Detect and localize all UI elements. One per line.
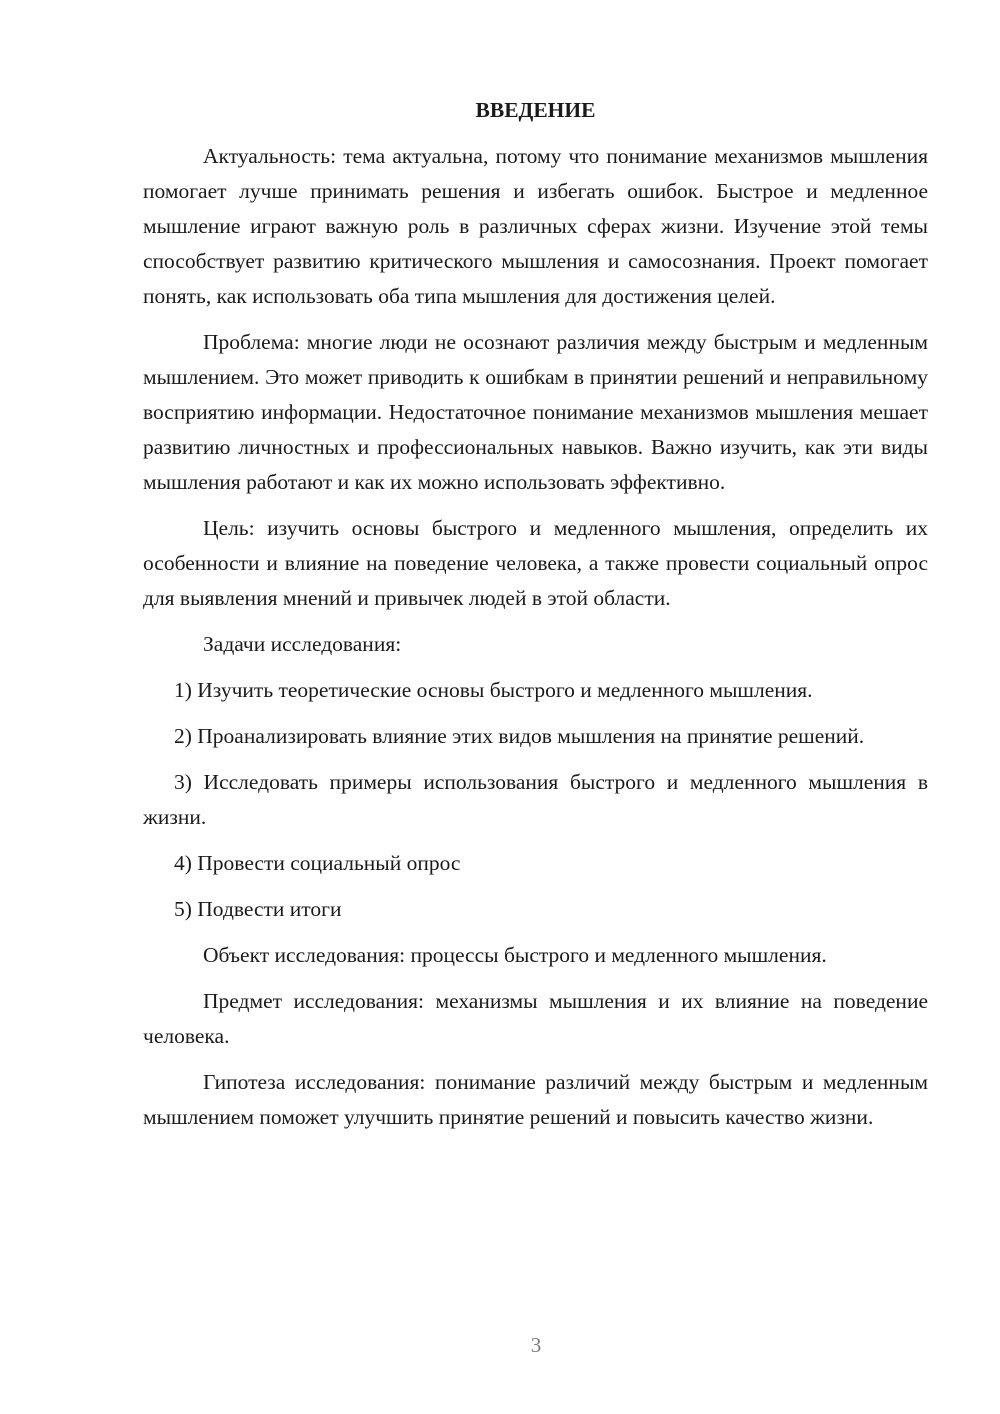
subject-paragraph: Предмет исследования: механизмы мышления и их влияние на поведение человека.	[143, 989, 928, 1048]
page-content	[143, 93, 928, 1146]
section-heading: ВВЕДЕНИЕ	[475, 98, 596, 122]
task-item-1: 1) Изучить теоретические основы быстрого и медленного мышления.	[174, 678, 813, 702]
task-item-5: 5) Подвести итоги	[174, 897, 342, 921]
relevance-paragraph: Актуальность: тема актуальна, потому что понимание механизмов мышления помогает лучше принимать решения и избегать ошибок. Быстрое и медленное мышление играют важную роль в различных сферах жизни. Изучение этой темы способствует развитию критического мышления и самосознания. Проект помогает понять, как использовать оба типа мышления для достижения целей.	[143, 144, 928, 308]
problem-paragraph: Проблема: многие люди не осознают различия между быстрым и медленным мышлением. Это может приводить к ошибкам в принятии решений и неправильному восприятию информации. Недостаточное понимание механизмов мышления мешает развитию личностных и профессиональных навыков. Важно изучить, как эти виды мышления работают и как их можно использовать эффективно.	[143, 330, 928, 494]
hypothesis-paragraph: Гипотеза исследования: понимание различий между быстрым и медленным мышлением поможет улучшить принятие решений и повысить качество жизни.	[143, 1070, 928, 1129]
page-number: 3	[530, 1333, 542, 1357]
object-paragraph: Объект исследования: процессы быстрого и медленного мышления.	[203, 943, 827, 967]
task-item-4: 4) Провести социальный опрос	[174, 851, 461, 875]
task-item-2: 2) Проанализировать влияние этих видов мышления на принятие решений.	[174, 724, 865, 748]
tasks-title: Задачи исследования:	[203, 632, 402, 656]
goal-paragraph: Цель: изучить основы быстрого и медленного мышления, определить их особенности и влияние на поведение человека, а также провести социальный опрос для выявления мнений и привычек людей в этой области.	[143, 516, 928, 610]
tasks-list	[143, 673, 928, 927]
task-item-3: 3) Исследовать примеры использования быстрого и медленного мышления в жизни.	[143, 770, 928, 829]
